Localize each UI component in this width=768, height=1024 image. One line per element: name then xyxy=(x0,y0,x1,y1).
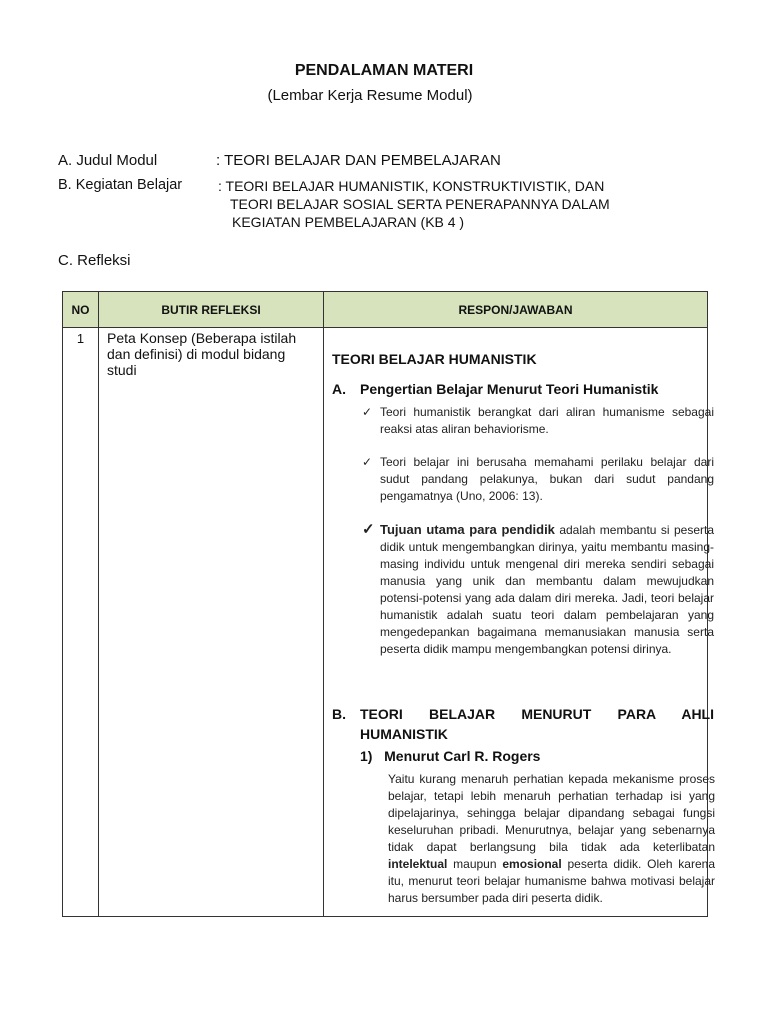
para-bold: intelektual xyxy=(388,857,448,871)
section-b-text-line2: HUMANISTIK xyxy=(360,726,448,742)
row-number: 1 xyxy=(63,328,99,917)
para-text: maupun xyxy=(447,857,503,871)
activity-label: B. Kegiatan Belajar xyxy=(58,177,183,193)
module-title-value: : TEORI BELAJAR DAN PEMBELAJARAN xyxy=(216,152,501,169)
bullet-text: Teori humanistik berangkat dari aliran humanisme sebagai reaksi atas aliran behaviorisme. xyxy=(380,405,714,436)
table-row xyxy=(63,328,708,917)
header-no: NO xyxy=(63,292,99,328)
check-icon: ✓ xyxy=(362,521,375,538)
table-header-row xyxy=(63,292,708,328)
para-bold: emosional xyxy=(502,857,562,871)
bullet-item xyxy=(362,404,714,438)
bullet-item xyxy=(362,454,714,505)
row-butir: Peta Konsep (Beberapa istilah dan definisi) di modul bidang studi xyxy=(99,328,324,917)
activity-value-line1: : TEORI BELAJAR HUMANISTIK, KONSTRUKTIVISTIK, DAN xyxy=(218,178,605,194)
bullet-item xyxy=(362,521,714,658)
check-icon: ✓ xyxy=(362,405,373,419)
para-text: peserta didik. Oleh karena itu, menurut teori belajar humanisme bahwa motivasi belajar harus bersumber pada diri peserta didik. xyxy=(388,857,715,905)
bullet-text: Teori belajar ini berusaha memahami perilaku belajar dari sudut pandang pelakunya, bukan dari sudut pandang pengamatnya (Uno, 2006: 13). xyxy=(380,455,714,503)
section-b-title xyxy=(332,704,714,744)
header-butir: BUTIR REFLEKSI xyxy=(99,292,324,328)
response-heading: TEORI BELAJAR HUMANISTIK xyxy=(332,351,537,367)
section-b-marker: B. xyxy=(332,706,346,722)
bullet-text xyxy=(380,521,714,658)
section-a-marker: A. xyxy=(332,381,346,397)
para-text: Yaitu kurang menaruh perhatian kepada mekanisme proses belajar, tetapi lebih menaruh perhatian terhadap isi yang dipelajarinya, sehingga belajar dipandang sebagai fungsi keseluruhan pribadi. Menurutnya, belajar yang sebenarnya tidak dapat berlangsung bila tidak ada keterlibatan xyxy=(388,772,715,854)
header-respon: RESPON/JAWABAN xyxy=(324,292,708,328)
module-title-label: A. Judul Modul xyxy=(58,152,158,169)
rogers-paragraph xyxy=(388,771,715,907)
activity-value-line3: KEGIATAN PEMBELAJARAN (KB 4 ) xyxy=(232,214,465,230)
activity-value-line2: TEORI BELAJAR SOSIAL SERTA PENERAPANNYA DALAM xyxy=(230,196,610,212)
subsection-rogers-title: 1) Menurut Carl R. Rogers xyxy=(360,748,541,764)
section-a-title xyxy=(332,381,692,397)
bullet-body-text: adalah membantu si peserta didik untuk mengembangkan dirinya, yaitu membantu masing-masing individu untuk mengenal diri mereka sendiri sebagai manusia yang unik dan membantu dalam mewujudkan potensi-potensi yang ada dalam diri mereka. Jadi, teori belajar humanistik adalah suatu teori dalam pembelajaran yang mengedepankan bagaimana memanusiakan manusia serta peserta didik mampu mengembangkan potensi dirinya. xyxy=(380,523,714,656)
bullet-bold-text: Tujuan utama para pendidik xyxy=(380,522,555,537)
row-response xyxy=(324,328,715,917)
section-a-text: Pengertian Belajar Menurut Teori Humanistik xyxy=(360,381,659,397)
reflection-label: C. Refleksi xyxy=(58,252,131,269)
check-icon: ✓ xyxy=(362,455,373,469)
page-subtitle: (Lembar Kerja Resume Modul) xyxy=(267,87,473,104)
reflection-table xyxy=(62,291,715,917)
page-title: PENDALAMAN MATERI xyxy=(294,62,474,79)
section-b-text-line1: TEORI BELAJAR MENURUT PARA AHLI xyxy=(360,706,714,722)
